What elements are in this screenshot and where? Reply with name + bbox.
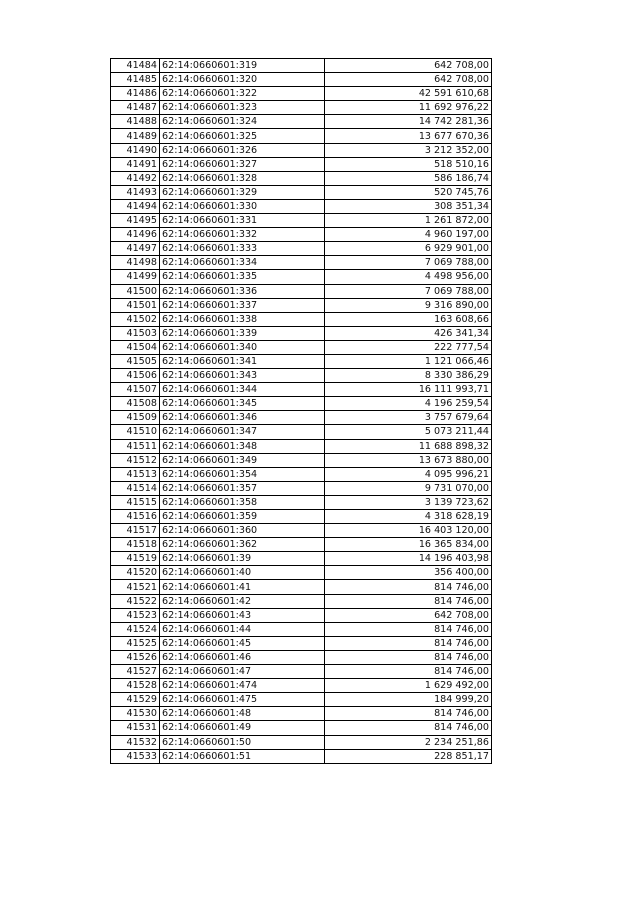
cadastral-number-cell: 62:14:0660601:362 — [160, 538, 325, 552]
table-row — [111, 383, 492, 397]
cadastral-number-cell: 62:14:0660601:343 — [160, 369, 325, 383]
table-row — [111, 622, 492, 636]
cadastral-number-cell: 62:14:0660601:46 — [160, 650, 325, 664]
table-row — [111, 608, 492, 622]
value-cell: 814 746,00 — [325, 665, 492, 679]
cadastral-number-cell: 62:14:0660601:41 — [160, 580, 325, 594]
cadastral-number-cell: 62:14:0660601:340 — [160, 340, 325, 354]
value-cell: 6 929 901,00 — [325, 242, 492, 256]
value-cell: 7 069 788,00 — [325, 284, 492, 298]
cadastral-number-cell: 62:14:0660601:336 — [160, 284, 325, 298]
row-number-cell: 41506 — [111, 369, 160, 383]
row-number-cell: 41511 — [111, 439, 160, 453]
cadastral-number-cell: 62:14:0660601:334 — [160, 256, 325, 270]
table-row — [111, 397, 492, 411]
row-number-cell: 41519 — [111, 552, 160, 566]
cadastral-number-cell: 62:14:0660601:39 — [160, 552, 325, 566]
table-row — [111, 636, 492, 650]
row-number-cell: 41533 — [111, 749, 160, 763]
cadastral-number-cell: 62:14:0660601:323 — [160, 101, 325, 115]
cadastral-number-cell: 62:14:0660601:324 — [160, 115, 325, 129]
cadastral-number-cell: 62:14:0660601:358 — [160, 495, 325, 509]
table-row — [111, 650, 492, 664]
cadastral-number-cell: 62:14:0660601:348 — [160, 439, 325, 453]
row-number-cell: 41525 — [111, 636, 160, 650]
table-row — [111, 538, 492, 552]
value-cell: 520 745,76 — [325, 185, 492, 199]
row-number-cell: 41495 — [111, 214, 160, 228]
row-number-cell: 41489 — [111, 129, 160, 143]
value-cell: 518 510,16 — [325, 157, 492, 171]
value-cell: 8 330 386,29 — [325, 369, 492, 383]
cadastral-number-cell: 62:14:0660601:335 — [160, 270, 325, 284]
cadastral-number-cell: 62:14:0660601:50 — [160, 735, 325, 749]
value-cell: 14 196 403,98 — [325, 552, 492, 566]
cadastral-number-cell: 62:14:0660601:333 — [160, 242, 325, 256]
cadastral-number-cell: 62:14:0660601:329 — [160, 185, 325, 199]
value-cell: 11 688 898,32 — [325, 439, 492, 453]
table-row — [111, 566, 492, 580]
table-row — [111, 326, 492, 340]
value-cell: 4 960 197,00 — [325, 228, 492, 242]
value-cell: 814 746,00 — [325, 594, 492, 608]
value-cell: 642 708,00 — [325, 608, 492, 622]
row-number-cell: 41486 — [111, 87, 160, 101]
table-row — [111, 467, 492, 481]
row-number-cell: 41523 — [111, 608, 160, 622]
row-number-cell: 41517 — [111, 524, 160, 538]
cadastral-number-cell: 62:14:0660601:331 — [160, 214, 325, 228]
row-number-cell: 41522 — [111, 594, 160, 608]
table-row — [111, 495, 492, 509]
cadastral-number-cell: 62:14:0660601:327 — [160, 157, 325, 171]
value-cell: 16 403 120,00 — [325, 524, 492, 538]
value-cell: 222 777,54 — [325, 340, 492, 354]
row-number-cell: 41507 — [111, 383, 160, 397]
value-cell: 3 212 352,00 — [325, 143, 492, 157]
row-number-cell: 41487 — [111, 101, 160, 115]
cadastral-number-cell: 62:14:0660601:344 — [160, 383, 325, 397]
table-row — [111, 185, 492, 199]
value-cell: 642 708,00 — [325, 59, 492, 73]
row-number-cell: 41503 — [111, 326, 160, 340]
value-cell: 586 186,74 — [325, 171, 492, 185]
value-cell: 3 139 723,62 — [325, 495, 492, 509]
table-row — [111, 312, 492, 326]
value-cell: 11 692 976,22 — [325, 101, 492, 115]
cadastral-number-cell: 62:14:0660601:345 — [160, 397, 325, 411]
table-row — [111, 453, 492, 467]
value-cell: 4 498 956,00 — [325, 270, 492, 284]
table-row — [111, 87, 492, 101]
table-row — [111, 115, 492, 129]
table-row — [111, 199, 492, 213]
cadastral-number-cell: 62:14:0660601:51 — [160, 749, 325, 763]
table-row — [111, 59, 492, 73]
value-cell: 814 746,00 — [325, 721, 492, 735]
row-number-cell: 41504 — [111, 340, 160, 354]
row-number-cell: 41515 — [111, 495, 160, 509]
value-cell: 14 742 281,36 — [325, 115, 492, 129]
value-cell: 1 121 066,46 — [325, 354, 492, 368]
table-row — [111, 425, 492, 439]
cadastral-number-cell: 62:14:0660601:325 — [160, 129, 325, 143]
row-number-cell: 41509 — [111, 411, 160, 425]
table-row — [111, 143, 492, 157]
table-row — [111, 665, 492, 679]
value-cell: 356 400,00 — [325, 566, 492, 580]
cadastral-number-cell: 62:14:0660601:332 — [160, 228, 325, 242]
table-row — [111, 411, 492, 425]
row-number-cell: 41528 — [111, 679, 160, 693]
table-row — [111, 679, 492, 693]
value-cell: 814 746,00 — [325, 622, 492, 636]
cadastral-number-cell: 62:14:0660601:49 — [160, 721, 325, 735]
table-row — [111, 228, 492, 242]
value-cell: 814 746,00 — [325, 650, 492, 664]
table-row — [111, 298, 492, 312]
row-number-cell: 41492 — [111, 171, 160, 185]
table-row — [111, 510, 492, 524]
table-row — [111, 735, 492, 749]
value-cell: 426 341,34 — [325, 326, 492, 340]
value-cell: 2 234 251,86 — [325, 735, 492, 749]
table-row — [111, 270, 492, 284]
value-cell: 228 851,17 — [325, 749, 492, 763]
cadastral-number-cell: 62:14:0660601:339 — [160, 326, 325, 340]
value-cell: 42 591 610,68 — [325, 87, 492, 101]
cadastral-number-cell: 62:14:0660601:475 — [160, 693, 325, 707]
row-number-cell: 41502 — [111, 312, 160, 326]
table-row — [111, 214, 492, 228]
table-row — [111, 284, 492, 298]
value-cell: 308 351,34 — [325, 199, 492, 213]
value-cell: 4 318 628,19 — [325, 510, 492, 524]
cadastral-number-cell: 62:14:0660601:474 — [160, 679, 325, 693]
value-cell: 7 069 788,00 — [325, 256, 492, 270]
row-number-cell: 41532 — [111, 735, 160, 749]
cadastral-number-cell: 62:14:0660601:341 — [160, 354, 325, 368]
table-row — [111, 171, 492, 185]
value-cell: 5 073 211,44 — [325, 425, 492, 439]
cadastral-number-cell: 62:14:0660601:349 — [160, 453, 325, 467]
value-cell: 16 111 993,71 — [325, 383, 492, 397]
value-cell: 1 629 492,00 — [325, 679, 492, 693]
row-number-cell: 41497 — [111, 242, 160, 256]
cadastral-number-cell: 62:14:0660601:347 — [160, 425, 325, 439]
table-row — [111, 256, 492, 270]
cadastral-number-cell: 62:14:0660601:45 — [160, 636, 325, 650]
table-row — [111, 369, 492, 383]
row-number-cell: 41493 — [111, 185, 160, 199]
row-number-cell: 41485 — [111, 73, 160, 87]
value-cell: 642 708,00 — [325, 73, 492, 87]
value-cell: 9 316 890,00 — [325, 298, 492, 312]
table-row — [111, 439, 492, 453]
row-number-cell: 41514 — [111, 481, 160, 495]
table-row — [111, 242, 492, 256]
cadastral-number-cell: 62:14:0660601:322 — [160, 87, 325, 101]
cadastral-number-cell: 62:14:0660601:320 — [160, 73, 325, 87]
table-row — [111, 749, 492, 763]
row-number-cell: 41484 — [111, 59, 160, 73]
value-cell: 9 731 070,00 — [325, 481, 492, 495]
value-cell: 4 196 259,54 — [325, 397, 492, 411]
row-number-cell: 41491 — [111, 157, 160, 171]
cadastral-number-cell: 62:14:0660601:337 — [160, 298, 325, 312]
row-number-cell: 41501 — [111, 298, 160, 312]
row-number-cell: 41510 — [111, 425, 160, 439]
value-cell: 814 746,00 — [325, 580, 492, 594]
row-number-cell: 41518 — [111, 538, 160, 552]
row-number-cell: 41529 — [111, 693, 160, 707]
row-number-cell: 41524 — [111, 622, 160, 636]
table-row — [111, 524, 492, 538]
row-number-cell: 41527 — [111, 665, 160, 679]
table-row — [111, 101, 492, 115]
value-cell: 4 095 996,21 — [325, 467, 492, 481]
cadastral-number-cell: 62:14:0660601:42 — [160, 594, 325, 608]
value-cell: 814 746,00 — [325, 707, 492, 721]
table-body — [111, 59, 492, 764]
value-cell: 814 746,00 — [325, 636, 492, 650]
cadastral-number-cell: 62:14:0660601:359 — [160, 510, 325, 524]
cadastral-number-cell: 62:14:0660601:47 — [160, 665, 325, 679]
table-row — [111, 580, 492, 594]
cadastral-number-cell: 62:14:0660601:357 — [160, 481, 325, 495]
value-cell: 184 999,20 — [325, 693, 492, 707]
table-row — [111, 340, 492, 354]
row-number-cell: 41516 — [111, 510, 160, 524]
value-cell: 3 757 679,64 — [325, 411, 492, 425]
cadastral-number-cell: 62:14:0660601:354 — [160, 467, 325, 481]
table-row — [111, 594, 492, 608]
value-cell: 16 365 834,00 — [325, 538, 492, 552]
row-number-cell: 41530 — [111, 707, 160, 721]
table-row — [111, 552, 492, 566]
value-cell: 1 261 872,00 — [325, 214, 492, 228]
row-number-cell: 41494 — [111, 199, 160, 213]
row-number-cell: 41496 — [111, 228, 160, 242]
row-number-cell: 41521 — [111, 580, 160, 594]
row-number-cell: 41512 — [111, 453, 160, 467]
cadastral-number-cell: 62:14:0660601:338 — [160, 312, 325, 326]
row-number-cell: 41531 — [111, 721, 160, 735]
row-number-cell: 41526 — [111, 650, 160, 664]
cadastral-number-cell: 62:14:0660601:330 — [160, 199, 325, 213]
cadastral-number-cell: 62:14:0660601:44 — [160, 622, 325, 636]
cadastral-number-cell: 62:14:0660601:360 — [160, 524, 325, 538]
table-row — [111, 721, 492, 735]
data-table — [110, 58, 492, 764]
row-number-cell: 41498 — [111, 256, 160, 270]
row-number-cell: 41508 — [111, 397, 160, 411]
row-number-cell: 41500 — [111, 284, 160, 298]
cadastral-number-cell: 62:14:0660601:319 — [160, 59, 325, 73]
cadastral-number-cell: 62:14:0660601:40 — [160, 566, 325, 580]
row-number-cell: 41490 — [111, 143, 160, 157]
table-row — [111, 707, 492, 721]
table-row — [111, 73, 492, 87]
cadastral-number-cell: 62:14:0660601:346 — [160, 411, 325, 425]
row-number-cell: 41505 — [111, 354, 160, 368]
value-cell: 13 673 880,00 — [325, 453, 492, 467]
value-cell: 163 608,66 — [325, 312, 492, 326]
cadastral-number-cell: 62:14:0660601:328 — [160, 171, 325, 185]
table-row — [111, 481, 492, 495]
table-row — [111, 157, 492, 171]
row-number-cell: 41488 — [111, 115, 160, 129]
table-row — [111, 129, 492, 143]
cadastral-number-cell: 62:14:0660601:48 — [160, 707, 325, 721]
cadastral-number-cell: 62:14:0660601:43 — [160, 608, 325, 622]
table-row — [111, 693, 492, 707]
row-number-cell: 41513 — [111, 467, 160, 481]
table-row — [111, 354, 492, 368]
row-number-cell: 41520 — [111, 566, 160, 580]
row-number-cell: 41499 — [111, 270, 160, 284]
cadastral-number-cell: 62:14:0660601:326 — [160, 143, 325, 157]
value-cell: 13 677 670,36 — [325, 129, 492, 143]
